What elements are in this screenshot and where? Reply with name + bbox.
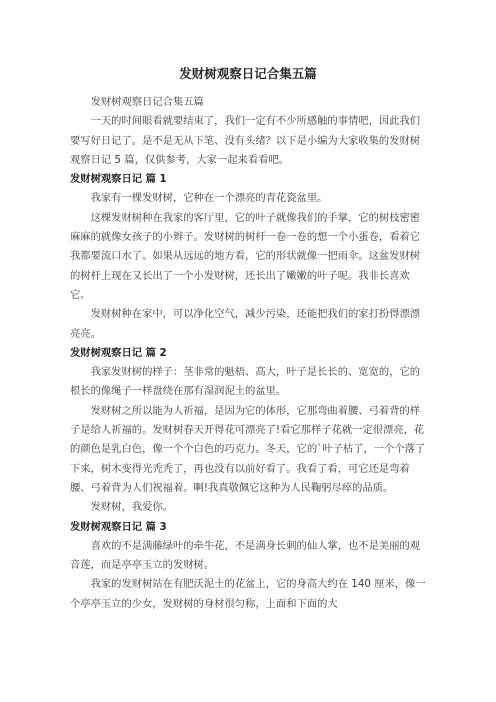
section-heading: 发财树观察日记 篇 3 [70,520,167,533]
paragraph: 这棵发财树种在我家的客厅里，它的叶子就像我们的手掌，它的树枝密密麻麻的就像女孩子的小辫子。发财树的树杆一卷一卷的想一个小蛋卷，看着它我都要流口水了。如果从远远的地方看，它的形状就像一把雨伞。这盆发财树的树杆上现在又长出了一个小发财树，还长出了嫩嫩的叶子呢。我非长喜欢它。 [70,211,421,301]
intro-subtitle: 发财树观察日记合集五篇 [90,96,204,108]
paragraph: 我家发财树的样子：茎非常的魁梧、高大，叶子是长长的、宽宽的，它的根长的像绳子一样盘绕在那有湿润泥土的盆里。 [70,366,421,398]
document-body [70,93,430,614]
intro-paragraph: 一天的时间眼看就要结束了，我们一定有不少所感触的事情吧，因此我们要写好日记了。是不是无从下笔、没有头绪？以下是小编为大家收集的发财树观察日记 5 篇，仅供参考，大家一起来看看吧。 [70,115,421,166]
section-heading: 发财树观察日记 篇 1 [70,173,167,186]
paragraph: 发财树，我爱你。 [90,501,173,514]
paragraph: 我家的发财树站在有肥沃泥土的花盆上，它的身高大约在 140 厘米，像一个亭亭玉立的少女，发财树的身材很匀称，上面和下面的大 [70,578,426,610]
document-title: 发财树观察日记合集五篇 [179,66,317,81]
paragraph: 发财树之所以能为人祈福，是因为它的体形，它那弯曲着腰、弓着背的样子是给人祈福的。发财树春天开得花可漂亮了!看它那样子花就一定很漂亮，花的颜色是乳白色，像一个个白色的巧克力。冬天，它的`叶子枯了，一个个落了下来，树木变得光秃秃了，再也没有以前好看了。我看了看，可它还是弯着腰、弓着背为人们祝福着。啊!我真敬佩它这种为人民鞠躬尽瘁的品质。 [70,404,426,494]
section-heading: 发财树观察日记 篇 2 [70,346,167,359]
paragraph: 我家有一棵发财树，它种在一个漂亮的青花瓷盆里。 [90,192,328,205]
paragraph: 喜欢的不是满藤绿叶的牵牛花，不是满身长刺的仙人掌，也不是美丽的观音莲，而是亭亭玉立的发财树。 [70,539,421,572]
paragraph: 发财树种在家中，可以净化空气，减少污染，还能把我们的家打扮得漂漂亮亮。 [70,308,421,340]
